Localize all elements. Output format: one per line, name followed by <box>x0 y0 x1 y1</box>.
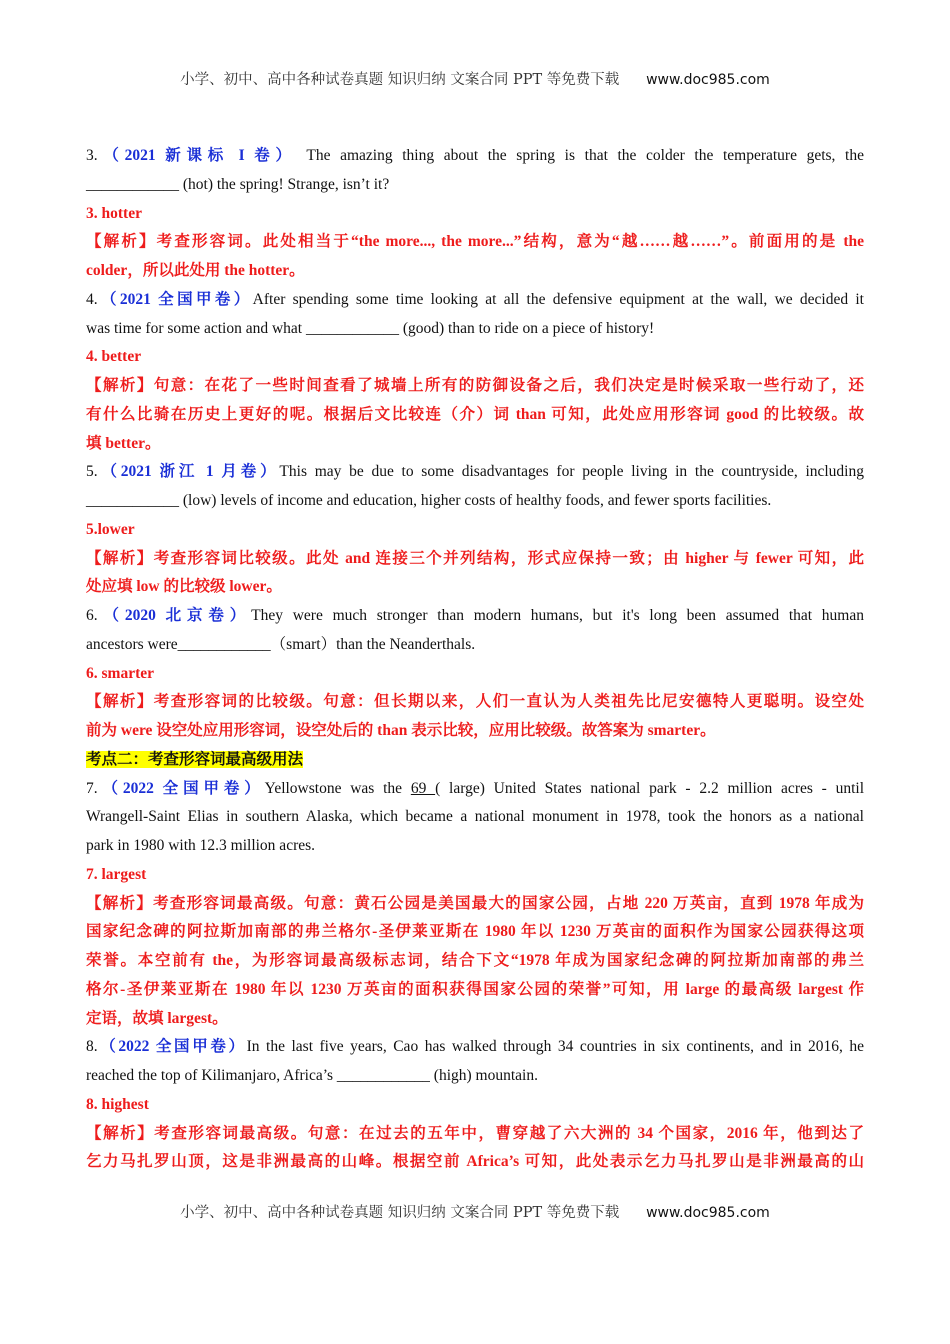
question-source: （2020 北京卷） <box>97 607 252 624</box>
blank-answer: 69 <box>410 779 436 797</box>
answer-text: 国家纪念碑的阿拉斯加南部的弗兰格尔-圣伊莱亚斯在 1980 年以 1230 万英亩的面积作为国家公园获得这项 <box>86 923 864 941</box>
text-line <box>86 1062 864 1091</box>
text-line <box>86 1091 864 1120</box>
question-text: They were much stronger than modern humans, but it's long been assumed that human <box>251 607 864 624</box>
header-url[interactable]: www.doc985.com <box>646 72 770 88</box>
text-line <box>86 1033 864 1062</box>
text-line <box>86 228 864 257</box>
text-line <box>86 257 864 286</box>
question-text: 5. <box>86 463 98 481</box>
page-footer <box>0 1201 950 1222</box>
text-line <box>86 487 864 516</box>
question-text: 8. <box>86 1038 98 1056</box>
text-line <box>86 717 864 746</box>
header-text: 小学、初中、高中各种试卷真题 知识归纳 文案合同 PPT 等免费下载 <box>180 72 620 88</box>
text-line <box>86 573 864 602</box>
answer-text: 前为 were 设空处应用形容词，设空处后的 than 表示比较，应用比较级。故答案为 smarter。 <box>86 722 716 739</box>
text-line <box>86 602 864 631</box>
answer-text: 【解析】考查形容词比较级。此处 and 连接三个并列结构，形式应保持一致；由 higher 与 fewer 可知，此 <box>86 549 864 567</box>
text-line <box>86 1120 864 1149</box>
question-source: （2021 浙江 1 月卷） <box>97 463 280 481</box>
text-line <box>86 861 864 890</box>
footer-text: 小学、初中、高中各种试卷真题 知识归纳 文案合同 PPT 等免费下载 <box>180 1205 620 1221</box>
answer-text: 5.lower <box>86 520 135 538</box>
answer-text: 4. better <box>86 348 142 366</box>
answer-text: 7. largest <box>86 865 147 883</box>
question-text: 7. <box>86 779 98 797</box>
text-line <box>86 775 864 804</box>
text-line <box>86 200 864 229</box>
text-line <box>86 458 864 487</box>
text-line <box>86 171 864 200</box>
question-text: ( large) United States national park - 2.2 million acres - until <box>435 779 864 797</box>
question-text: park in 1980 with 12.3 million acres. <box>86 837 316 854</box>
text-line <box>86 1148 864 1177</box>
answer-text: 有什么比骑在历史上更好的呢。根据后文比较连（介）词 than 可知，此处应用形容词 good 的比较级。故 <box>86 405 864 423</box>
page-header <box>0 68 950 89</box>
question-text: was time for some action and what ____________ (good) than to ride on a piece of history! <box>86 319 655 337</box>
question-text: After spending some time looking at all the defensive equipment at the wall, we decided it <box>252 290 864 308</box>
question-text: In the last five years, Cao has walked through 34 countries in six continents, and in 2016, he <box>246 1038 864 1056</box>
text-line <box>86 832 864 861</box>
answer-text: 【解析】考查形容词最高级。句意：黄石公园是美国最大的国家公园，占地 220 万英亩，直到 1978 年成为 <box>86 894 864 912</box>
text-line <box>86 660 864 689</box>
text-line <box>86 372 864 401</box>
text-line <box>86 947 864 976</box>
text-line <box>86 688 864 717</box>
answer-text: 【解析】考查形容词最高级。句意：在过去的五年中，曹穿越了六大洲的 34 个国家，2016 年，他到达了 <box>86 1124 864 1142</box>
answer-text: 定语，故填 largest。 <box>86 1009 228 1027</box>
answer-text: 填 better。 <box>86 434 161 452</box>
question-text: 6. <box>86 607 98 624</box>
text-line <box>86 746 864 775</box>
question-text: 4. <box>86 290 98 308</box>
text-line <box>86 918 864 947</box>
answer-text: 【解析】考查形容词。此处相当于“the more..., the more...”结构，意为“越……越……”。前面用的是 the <box>86 233 864 251</box>
question-text: This may be due to some disadvantages for people living in the countryside, including <box>279 463 864 481</box>
question-text: ____________ (hot) the spring! Strange, isn’t it? <box>86 175 390 193</box>
text-line <box>86 343 864 372</box>
question-text: reached the top of Kilimanjaro, Africa’s ____________ (high) mountain. <box>86 1067 538 1084</box>
text-line <box>86 545 864 574</box>
question-text: Wrangell-Saint Elias in southern Alaska, which became a national monument in 1978, took the honors as a national <box>86 808 864 826</box>
question-source: （2022 全国甲卷） <box>97 1038 247 1056</box>
answer-text: 6. smarter <box>86 664 154 682</box>
answer-text: colder，所以此处用 the hotter。 <box>86 262 305 279</box>
footer-url[interactable]: www.doc985.com <box>646 1205 770 1221</box>
text-line <box>86 315 864 344</box>
text-line <box>86 1005 864 1034</box>
question-source: （2022 全国甲卷） <box>97 779 265 797</box>
question-text: Yellowstone was the <box>264 779 411 797</box>
answer-text: 处应填 low 的比较级 lower。 <box>86 578 282 596</box>
text-line <box>86 890 864 919</box>
question-text: ancestors were____________（smart）than the Neanderthals. <box>86 635 476 653</box>
answer-text: 3. hotter <box>86 204 142 222</box>
question-source: （2021 全国甲卷） <box>97 290 253 308</box>
text-line <box>86 401 864 430</box>
text-line <box>86 631 864 660</box>
text-line <box>86 430 864 459</box>
text-line <box>86 142 864 171</box>
answer-text: 【解析】句意：在花了一些时间查看了城墙上所有的防御设备之后，我们决定是时候采取一些行动了，还 <box>86 377 864 394</box>
question-text: 3. <box>86 147 98 164</box>
text-line <box>86 976 864 1005</box>
document-body <box>86 142 864 1177</box>
question-source: （2021 新课标 I 卷） <box>97 147 297 164</box>
answer-text: 8. highest <box>86 1095 149 1113</box>
answer-text: 格尔-圣伊莱亚斯在 1980 年以 1230 万英亩的面积获得国家公园的荣誉”可知，用 large 的最高级 largest 作 <box>86 980 864 998</box>
text-line <box>86 516 864 545</box>
answer-text: 乞力马扎罗山顶，这是非洲最高的山峰。根据空前 Africa’s 可知，此处表示乞力马扎罗山是非洲最高的山 <box>86 1153 864 1171</box>
question-text: The amazing thing about the spring is that the colder the temperature gets, the <box>296 147 864 164</box>
text-line <box>86 286 864 315</box>
section-heading: 考点二：考查形容词最高级用法 <box>86 750 304 768</box>
text-line <box>86 803 864 832</box>
answer-text: 【解析】考查形容词的比较级。句意：但长期以来，人们一直认为人类祖先比尼安德特人更聪明。设空处 <box>86 693 864 711</box>
question-text: ____________ (low) levels of income and education, higher costs of healthy foods, and fewer sports facilities. <box>86 492 772 509</box>
answer-text: 荣誉。本空前有 the，为形容词最高级标志词，结合下文“1978 年成为国家纪念碑的阿拉斯加南部的弗兰 <box>86 952 864 969</box>
